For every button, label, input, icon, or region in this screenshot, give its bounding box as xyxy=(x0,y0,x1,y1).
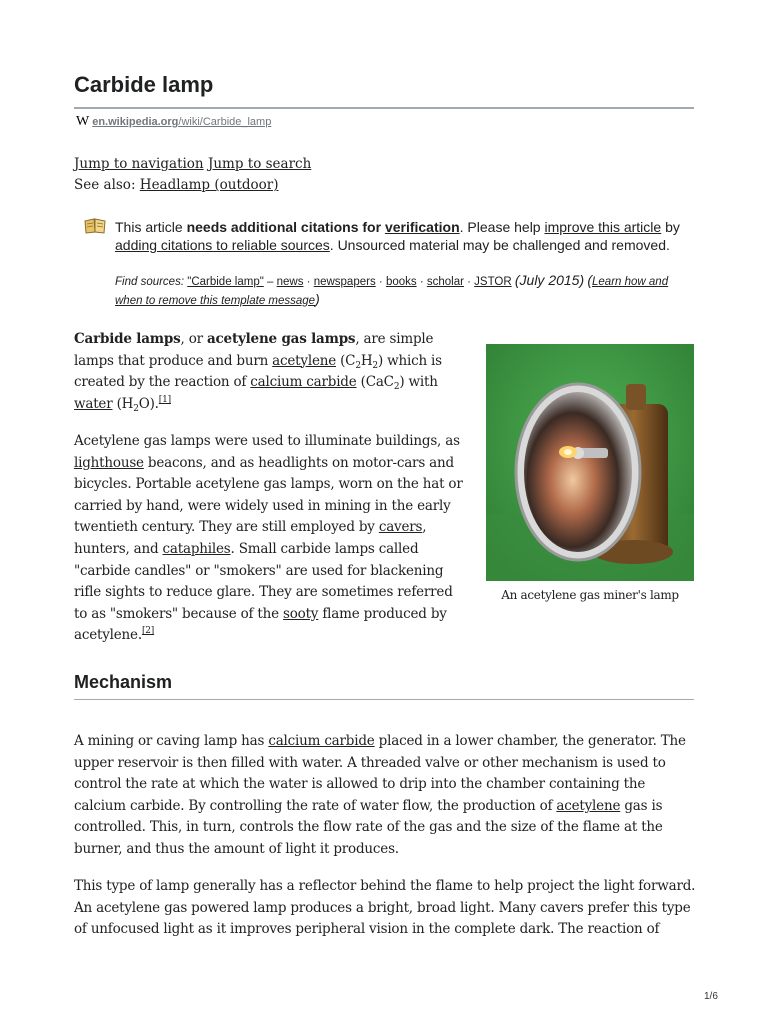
notice-text: This article xyxy=(115,219,187,235)
reference-1-link[interactable]: [1] xyxy=(158,394,171,405)
text: beacons, and as headlights on motor-cars and bicycles. Portable acetylene gas lamps, worn on the hat or carried by hand, were widely used in mining in the early twentieth century. They are still employed by xyxy=(74,454,463,536)
verification-link[interactable]: verification xyxy=(384,219,460,235)
text: placed in a lower chamber, the generator. The upper reservoir is then filled with water. A threaded valve or other mechanism is used to control the rate at which the water is allowed to drip into the chamber containing the calcium carbide. By controlling the rate of water flow, the production of xyxy=(74,733,686,814)
wikipedia-logo-icon: W xyxy=(76,114,90,129)
page-number: 1/6 xyxy=(704,991,718,1002)
notice-bold-text: needs additional citations for xyxy=(186,219,385,235)
acetylene-link[interactable]: acetylene xyxy=(556,797,621,814)
subscript: 2 xyxy=(355,360,361,371)
notice-date: (July 2015) xyxy=(514,272,585,288)
text: . Small carbide lamps called "carbide candles" or "smokers" are used for blackening rifle sights to reduce glare. They are sometimes referred to as "smokers" because of the xyxy=(74,540,453,622)
notice-text: . Unsourced material may be challenged and removed. xyxy=(329,237,670,253)
text: ) with xyxy=(399,374,438,391)
mechanism-paragraph-2: This type of lamp generally has a reflector behind the flame to help project the light forward. An acetylene gas powered lamp produces a bright, broad light. Many cavers prefer this type of unfocused light as it improves peripheral vision in the complete dark. The reaction of xyxy=(74,878,696,938)
source-url[interactable] xyxy=(76,114,271,130)
text: , or xyxy=(180,331,207,347)
find-query-link[interactable]: "Carbide lamp" xyxy=(187,276,264,288)
see-also-label: See also: xyxy=(74,177,136,193)
lamp-image[interactable] xyxy=(486,344,694,581)
text: (H xyxy=(112,395,134,412)
source-news-link[interactable]: news xyxy=(276,276,304,288)
text: H xyxy=(360,352,373,369)
jump-to-search-link[interactable]: Jump to search xyxy=(207,156,312,172)
page-title: Carbide lamp xyxy=(74,72,214,97)
jump-links xyxy=(74,154,311,196)
bold-term: Carbide lamps xyxy=(74,331,181,347)
book-icon xyxy=(84,218,110,238)
source-scholar-link[interactable]: scholar xyxy=(426,276,464,288)
text: O). xyxy=(138,395,159,412)
subscript: 2 xyxy=(393,382,400,393)
text: gas is controlled. This, in turn, controls the flow rate of the gas and the size of the flame at the burner, and thus the amount of light it produces. xyxy=(74,797,663,857)
text: , are simple lamps that produce and burn xyxy=(74,331,434,369)
text: flame produced by acetylene. xyxy=(74,605,447,644)
url-path: /wiki/Carbide_lamp xyxy=(178,116,272,128)
source-newspapers-link[interactable]: newspapers xyxy=(313,276,376,288)
mechanism-heading: Mechanism xyxy=(74,672,173,692)
sooty-link[interactable]: sooty xyxy=(283,605,319,622)
lighthouse-link[interactable]: lighthouse xyxy=(74,454,144,471)
bold-term: acetylene gas lamps xyxy=(206,331,356,347)
adding-citations-link[interactable]: adding citations to reliable sources xyxy=(115,237,330,253)
text: Acetylene gas lamps were used to illuminate buildings, as xyxy=(74,433,460,449)
water-link[interactable]: water xyxy=(74,395,113,412)
description-paragraph xyxy=(74,431,464,647)
dash: – xyxy=(263,276,277,288)
title-rule xyxy=(74,107,694,109)
improve-article-link[interactable]: improve this article xyxy=(544,219,662,235)
find-sources: Find sources: "Carbide lamp" – news · newspapers · books · scholar · JSTOR (July 2015) (Learn how and when to remove this template message) xyxy=(115,272,669,307)
url-domain: en.wikipedia.org xyxy=(92,116,179,128)
close-paren: ) xyxy=(315,291,320,307)
cataphiles-link[interactable]: cataphiles xyxy=(162,540,231,557)
notice-text: . Please help xyxy=(459,219,545,235)
learn-how-link[interactable]: Learn how and when to remove this template message xyxy=(115,276,669,307)
calcium-carbide-link[interactable]: calcium carbide xyxy=(268,733,375,749)
jump-to-navigation-link[interactable]: Jump to navigation xyxy=(74,156,204,172)
text: ) which is created by the reaction of xyxy=(74,352,442,391)
see-also-link[interactable]: Headlamp (outdoor) xyxy=(139,177,279,193)
text: , hunters, and xyxy=(74,519,427,557)
source-jstor-link[interactable]: JSTOR xyxy=(474,276,512,288)
citation-notice xyxy=(115,218,690,254)
figure-caption: An acetylene gas miner's lamp xyxy=(501,588,679,602)
subscript: 2 xyxy=(372,360,378,371)
reference-2-link[interactable]: [2] xyxy=(141,626,155,637)
text: A mining or caving lamp has xyxy=(74,733,269,749)
text: (CaC xyxy=(356,374,394,391)
acetylene-link[interactable]: acetylene xyxy=(272,352,337,369)
section-rule xyxy=(74,699,694,700)
text: (C xyxy=(336,352,356,369)
source-books-link[interactable]: books xyxy=(385,276,417,288)
find-sources-label: Find sources: xyxy=(115,276,185,288)
calcium-carbide-link[interactable]: calcium carbide xyxy=(250,374,357,391)
cavers-link[interactable]: cavers xyxy=(378,519,423,536)
subscript: 2 xyxy=(133,403,139,414)
intro-paragraph xyxy=(74,329,459,415)
notice-text: by xyxy=(661,219,680,235)
mechanism-paragraph-1 xyxy=(74,731,696,861)
